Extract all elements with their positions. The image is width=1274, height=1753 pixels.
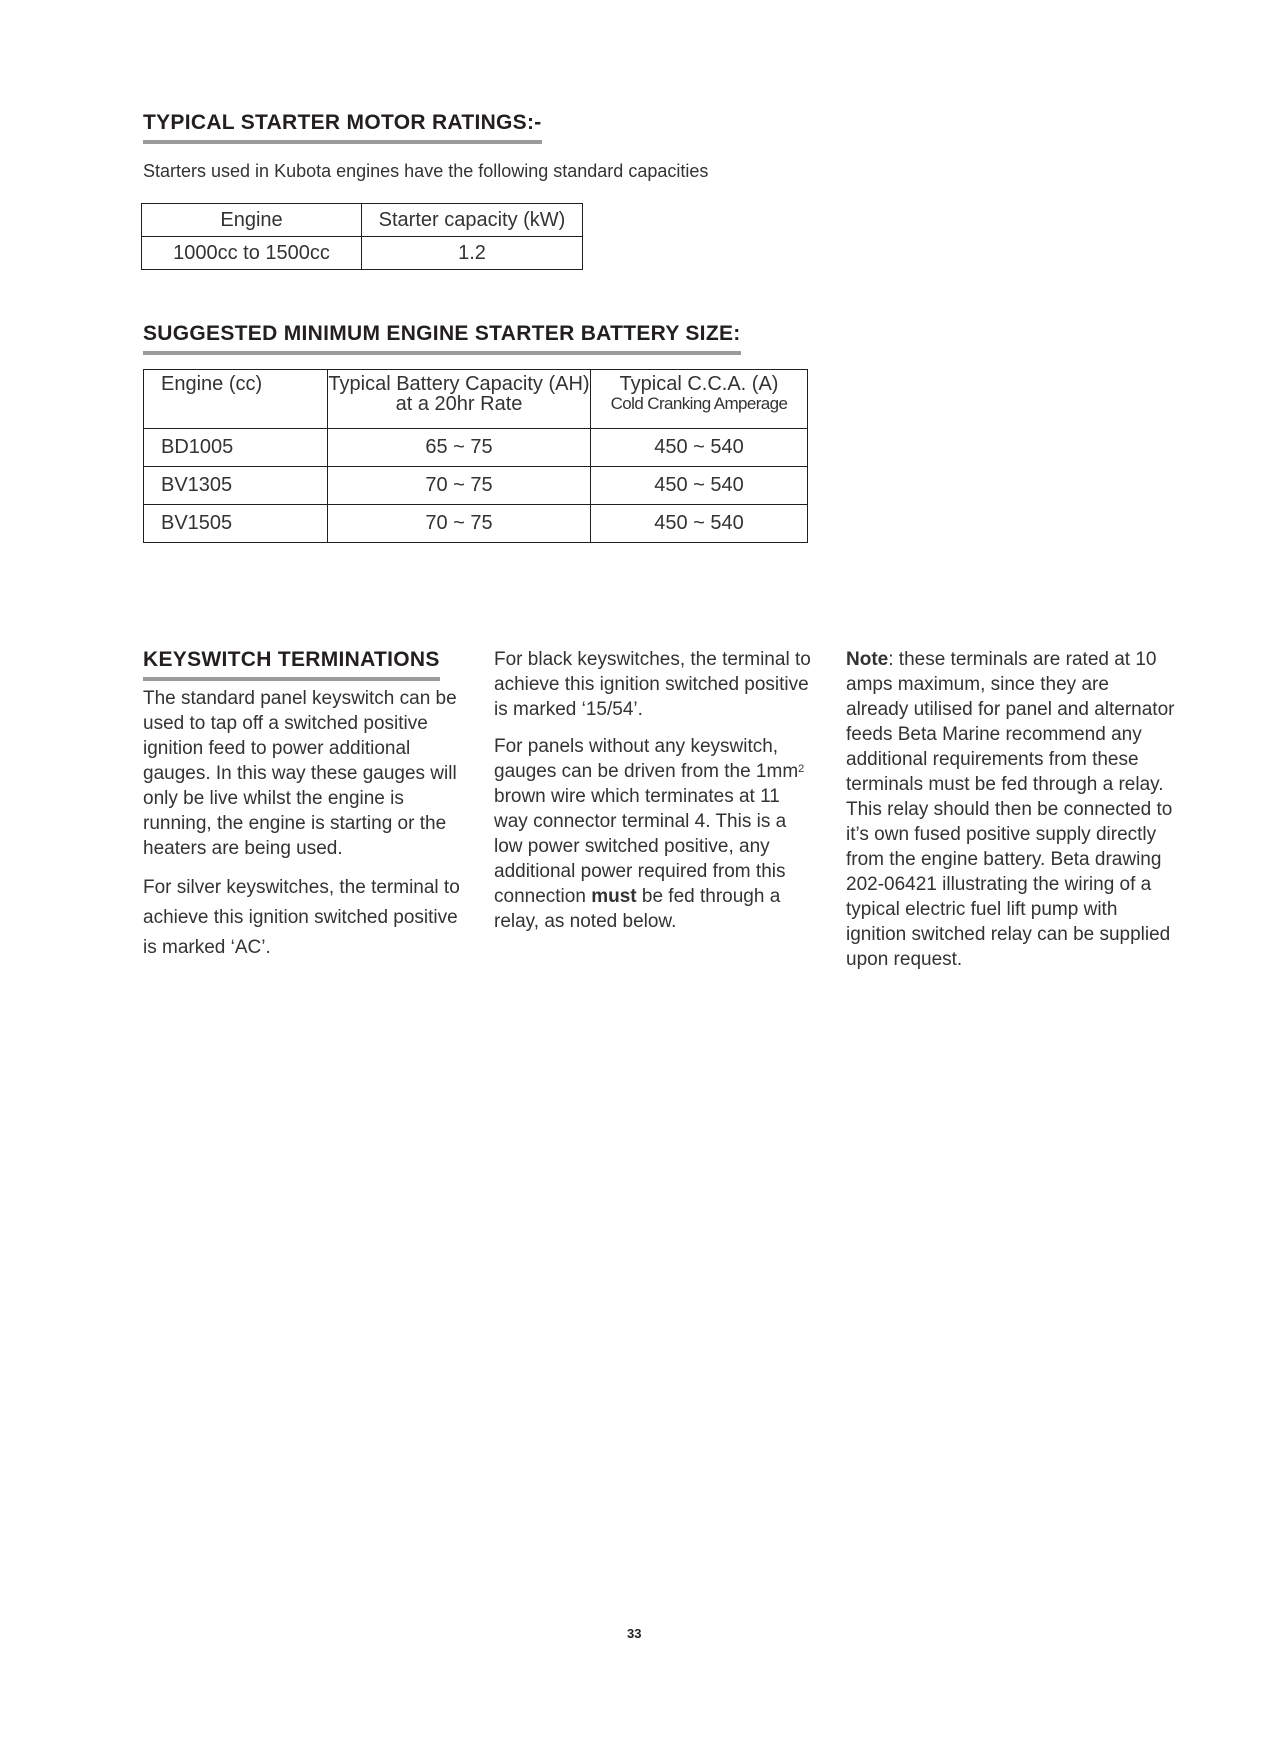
table-header-cell: Engine <box>142 204 362 237</box>
header-cca-line2: Cold Cranking Amperage <box>610 394 788 413</box>
keyswitch-column-2 <box>494 647 814 946</box>
paragraph: The standard panel keyswitch can be used to tap off a switched positive ignition feed to power additional gauges. In this way these gauges will only be live whilst the engine is running, the engine is starting or the heaters are being used. <box>143 688 457 859</box>
section-heading-keyswitch: KEYSWITCH TERMINATIONS <box>143 648 440 681</box>
battery-size-table <box>143 369 808 543</box>
header-cca-line1: Typical C.C.A. (A) <box>619 373 779 395</box>
table-cell: 450 ~ 540 <box>591 429 808 467</box>
table-header-cell <box>328 370 591 429</box>
table-cell: BD1005 <box>144 429 328 467</box>
section-heading-battery-size: SUGGESTED MINIMUM ENGINE STARTER BATTERY SIZE: <box>143 322 741 355</box>
starter-intro-text: Starters used in Kubota engines have the following standard capacities <box>143 161 709 181</box>
paragraph: For silver keyswitches, the terminal to achieve this ignition switched positive is marked ‘AC’. <box>143 877 460 958</box>
paragraph: For black keyswitches, the terminal to achieve this ignition switched positive is marked ‘15/54’. <box>494 649 811 720</box>
paragraph <box>846 647 1176 972</box>
table-row <box>144 467 808 505</box>
table-header-cell: Starter capacity (kW) <box>362 204 583 237</box>
superscript: 2 <box>798 763 805 775</box>
emphasis: must <box>591 886 637 907</box>
keyswitch-column-3 <box>846 647 1176 984</box>
table-cell: 65 ~ 75 <box>328 429 591 467</box>
note-label: Note <box>846 649 889 670</box>
table-cell: BV1305 <box>144 467 328 505</box>
table-cell: 70 ~ 75 <box>328 505 591 543</box>
header-capacity-line1: Typical Battery Capacity (AH) <box>328 373 590 395</box>
table-cell: 1.2 <box>362 237 583 270</box>
table-cell: 1000cc to 1500cc <box>142 237 362 270</box>
keyswitch-column-1 <box>143 686 465 975</box>
table-cell: 450 ~ 540 <box>591 505 808 543</box>
table-cell: 70 ~ 75 <box>328 467 591 505</box>
table-cell: BV1505 <box>144 505 328 543</box>
text-span: For panels without any keyswitch, gauges can be driven from the 1mm <box>494 736 799 782</box>
header-capacity-line2: at a 20hr Rate <box>395 393 523 415</box>
paragraph <box>494 734 814 934</box>
table-header-row <box>144 370 808 429</box>
starter-ratings-table <box>141 203 583 270</box>
text-span: brown wire which terminates at 11 way connector terminal 4. This is a low power switched positive, any additional power required from this connection <box>494 786 787 907</box>
table-header-cell <box>591 370 808 429</box>
table-header-cell: Engine (cc) <box>144 370 328 429</box>
table-row <box>144 505 808 543</box>
text-span: be fed through a relay, as noted below. <box>494 886 781 932</box>
section-heading-starter-ratings: TYPICAL STARTER MOTOR RATINGS:- <box>143 111 542 144</box>
table-cell: 450 ~ 540 <box>591 467 808 505</box>
table-header-row <box>142 204 583 237</box>
table-row <box>142 237 583 270</box>
text-span: : these terminals are rated at 10 amps maximum, since they are already utilised for panel and alternator feeds Beta Marine recommend any additional requirements from these terminals must be fed through a relay. This relay should then be connected to it’s own fused positive supply directly from the engine battery. Beta drawing 202-06421 illustrating the wiring of a typical electric fuel lift pump with ignition switched relay can be supplied upon request. <box>846 649 1175 970</box>
page-number: 33 <box>627 1626 642 1641</box>
table-row <box>144 429 808 467</box>
